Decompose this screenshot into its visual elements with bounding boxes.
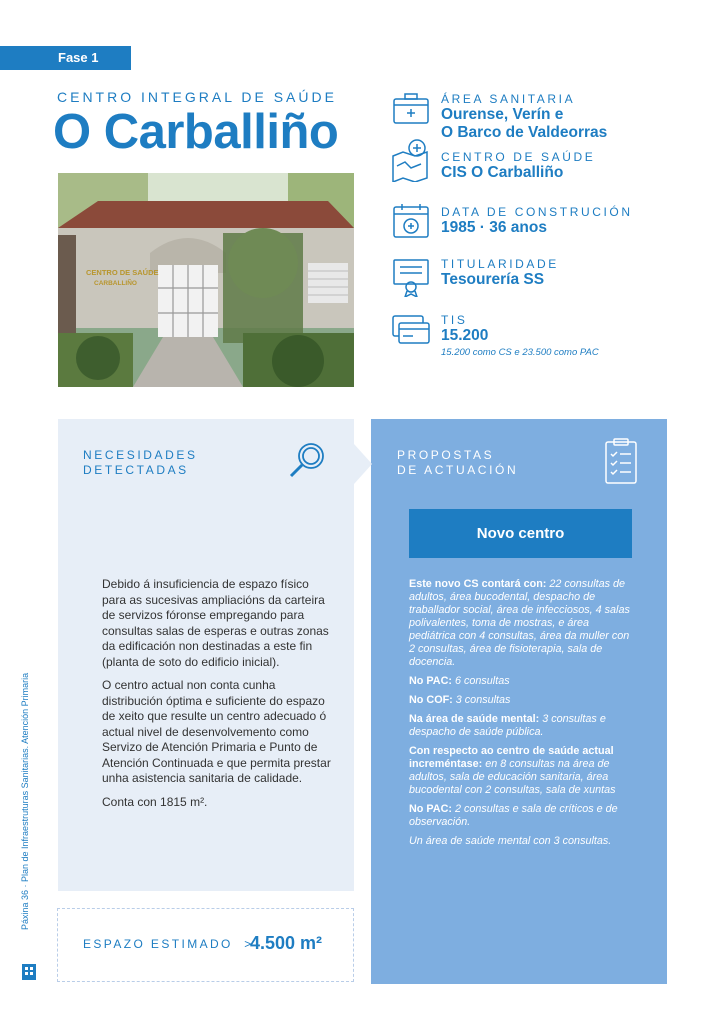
propostas-item: Na área de saúde mental: 3 consultas e despacho de saúde pública. <box>409 713 606 738</box>
sidebar-text: Páxina 36 · Plan de Infraestruturas Sanitarias. Atención Primaria <box>20 672 30 930</box>
info-label-area: ÁREA SANITARIA <box>441 92 576 106</box>
info-value-area-1: Ourense, Verín e <box>441 106 564 123</box>
necesidades-paragraph: Debido á insuficiencia de espazo físico para as sucesivas ampliacións da carteira de servizos fóronse empregando para consultas salas de esperas e outras zonas da edificación non destinadas a este fin (planta de soto do edificio inicial). <box>102 577 329 669</box>
info-note-tis: 15.200 como CS e 23.500 como PAC <box>441 347 599 358</box>
propostas-heading: PROPOSTAS DE ACTUACIÓN <box>397 448 519 477</box>
sign-text-1: CENTRO DE SAÚDE <box>86 268 159 277</box>
info-value-tis: 15.200 <box>441 327 489 344</box>
calendar-icon <box>391 201 431 241</box>
page-sidebar <box>20 640 44 930</box>
info-value-data: 1985 · 36 anos <box>441 219 547 236</box>
espazo-value: 4.500 m² <box>250 933 323 953</box>
logo-icon <box>22 964 36 980</box>
info-value-centro: CIS O Carballiño <box>441 164 564 181</box>
necesidades-heading: NECESIDADES DETECTADAS <box>83 448 198 477</box>
necesidades-text <box>102 577 334 818</box>
phase-tab: Fase 1 <box>0 46 131 70</box>
arrow-pointer <box>354 444 372 484</box>
propostas-item: No COF: 3 consultas <box>409 694 511 706</box>
propostas-item: Con respecto ao centro de saúde actual increméntase: en 8 consultas na área de adultos, sala de educación sanitaria, área bucodental con 2 consultas, sala de xuntas <box>409 745 616 796</box>
sign-text-2: CARBALLIÑO <box>94 280 137 287</box>
map-location-icon <box>391 138 431 178</box>
info-value-titularidade: Tesourería SS <box>441 271 545 288</box>
propostas-item: No PAC: 2 consultas e sala de críticos e de observación. <box>409 803 618 828</box>
necesidades-paragraph: Conta con 1815 m². <box>102 794 208 809</box>
propostas-item: No PAC: 6 consultas <box>409 675 510 687</box>
medical-kit-icon <box>391 89 431 129</box>
info-label-centro: CENTRO DE SAÚDE <box>441 150 596 164</box>
info-label-data: DATA DE CONSTRUCIÓN <box>441 205 633 219</box>
info-value-area-2: O Barco de Valdeorras <box>441 124 608 141</box>
building-photo <box>58 173 354 387</box>
necesidades-paragraph: O centro actual non conta cunha distribución óptima e suficiente do espazo de xeito que resulte un centro adecuado ó actual nivel de desenvolvemento como Servizo de Atención Primaria e Punto de Atención Continuada e que permita prestar unha asistencia sanitaria de calidade. <box>102 678 331 785</box>
certificate-icon <box>391 257 431 297</box>
info-label-tis: TIS <box>441 313 468 327</box>
novo-centro-button: Novo centro <box>409 509 632 558</box>
id-cards-icon <box>391 313 431 353</box>
propostas-item: Este novo CS contará con: 22 consultas de adultos, área bucodental, despacho de traballador social, área de infecciosos, 4 salas polivalentes, toma de mostras, e área pediátrica con 4 consultas, área da muller con 2 consultas, área de fisioterapia, sala de docencia. <box>409 578 630 668</box>
clipboard-checklist-icon <box>604 437 638 485</box>
espazo-label: ESPAZO ESTIMADO > <box>83 937 254 951</box>
propostas-item: Un área de saúde mental con 3 consultas. <box>409 835 612 847</box>
magnifier-icon <box>287 440 327 480</box>
info-label-titularidade: TITULARIDADE <box>441 257 559 271</box>
page-subtitle: CENTRO INTEGRAL DE SAÚDE <box>57 89 337 105</box>
page-title: O Carballiño <box>53 105 339 159</box>
propostas-text <box>409 578 634 854</box>
